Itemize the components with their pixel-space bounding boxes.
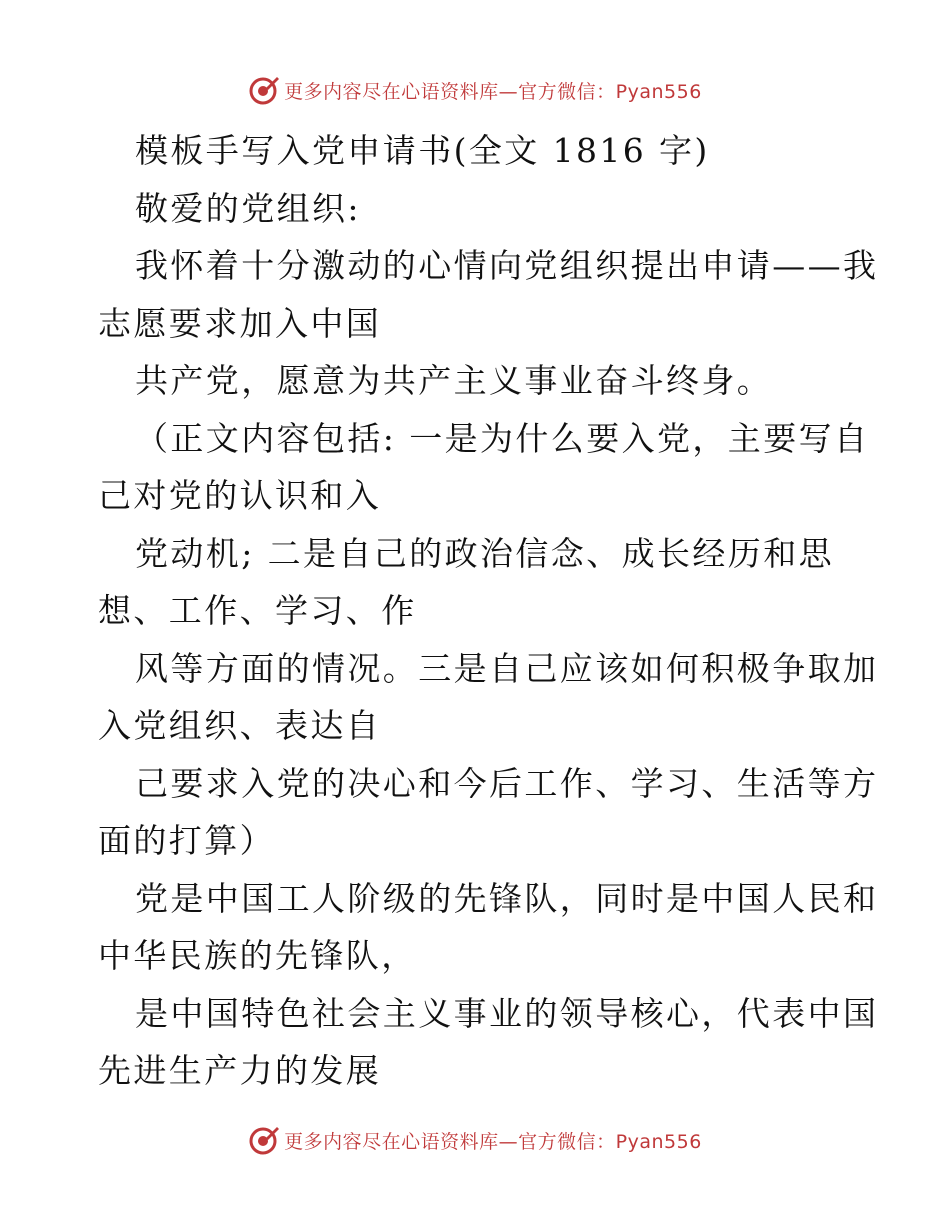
text-line: 共产党，愿意为共产主义事业奋斗终身。 [135, 361, 773, 400]
text-line: 面的打算） [98, 821, 275, 860]
text-line: 我怀着十分激动的心情向党组织提出申请——我 [135, 246, 879, 285]
pen-seal-logo-icon [248, 74, 280, 106]
text-line: 己对党的认识和入 [98, 476, 382, 515]
footer-watermark [0, 1120, 950, 1160]
text-line: 志愿要求加入中国 [98, 303, 382, 343]
watermark-text: 更多内容尽在心语资料库—官方微信：Pyan556 [284, 1130, 702, 1153]
text-line: 是中国特色社会主义事业的领导核心，代表中国 [135, 993, 879, 1033]
document-body [98, 122, 879, 1100]
text-line: 想、工作、学习、作 [98, 591, 417, 630]
text-line: 风等方面的情况。三是自己应该如何积极争取加 [135, 648, 879, 688]
text-line: （正文内容包括: 一是为什么要入党，主要写自 [135, 418, 870, 458]
text-line: 敬爱的党组织: [135, 188, 361, 228]
header-watermark [0, 70, 950, 110]
text-line: 中华民族的先锋队， [98, 936, 417, 975]
watermark-text: 更多内容尽在心语资料库—官方微信：Pyan556 [284, 80, 702, 103]
text-line: 党是中国工人阶级的先锋队，同时是中国人民和 [135, 878, 879, 918]
text-line: 先进生产力的发展 [98, 1051, 382, 1090]
text-line: 入党组织、表达自 [98, 706, 382, 745]
pen-seal-logo-icon [248, 1124, 280, 1156]
text-line: 模板手写入党申请书(全文 1816 字) [135, 131, 710, 170]
text-line: 己要求入党的决心和今后工作、学习、生活等方 [135, 763, 879, 803]
text-line: 党动机; 二是自己的政治信念、成长经历和思 [135, 533, 835, 573]
